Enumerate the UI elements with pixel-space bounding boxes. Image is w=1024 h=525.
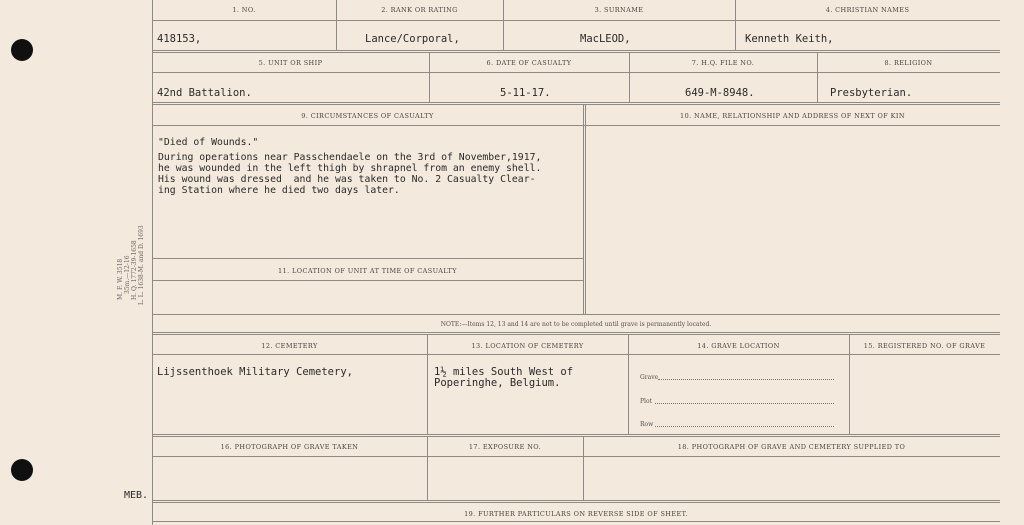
next-of-kin-label: 10. NAME, RELATIONSHIP AND ADDRESS OF NEXT OF KIN: [680, 112, 905, 120]
rule: [152, 52, 1000, 53]
initials: MEB.: [124, 490, 149, 501]
religion-label: 8. RELIGION: [884, 59, 933, 67]
date-label: 6. DATE OF CASUALTY: [486, 59, 572, 67]
no-value: 418153,: [157, 33, 202, 45]
exposure-label: 17. EXPOSURE NO.: [468, 443, 542, 451]
no-label: 1. NO.: [232, 6, 256, 14]
circumstances-line-1: "Died of Wounds.": [158, 137, 259, 148]
row-field-line: [655, 426, 834, 427]
rule: [152, 502, 1000, 503]
rule: [152, 20, 1000, 21]
rule: [152, 314, 1000, 315]
rule: [152, 521, 1000, 522]
rule: [152, 500, 1000, 501]
christian-names-label: 4. CHRISTIAN NAMES: [825, 6, 910, 14]
punch-hole-bottom: [11, 459, 33, 481]
rule: [152, 125, 1000, 126]
registered-no-label: 15. REGISTERED NO. OF GRAVE: [863, 342, 986, 350]
date-value: 5-11-17.: [500, 87, 551, 99]
rule: [152, 456, 1000, 457]
side-print-2: 35m.—12-16: [124, 255, 131, 294]
circumstances-line-5: ing Station where he died two days later.: [158, 185, 400, 196]
surname-label: 3. SURNAME: [594, 6, 644, 14]
rule: [152, 50, 1000, 51]
hq-label: 7. H.Q. FILE NO.: [691, 59, 755, 67]
grave-field-line: [658, 379, 834, 380]
rule: [152, 332, 1000, 333]
circumstances-line-4: His wound was dressed and he was taken to No. 2 Casualty Clear-: [158, 174, 536, 185]
rule: [152, 334, 1000, 335]
circumstances-line-3: he was wounded in the left thigh by shrapnel from an enemy shell.: [158, 163, 542, 174]
circumstances-line-2: During operations near Passchendaele on the 3rd of November,1917,: [158, 152, 542, 163]
rank-label: 2. RANK OR RATING: [381, 6, 458, 14]
grave-field-label: Grave: [640, 374, 659, 381]
rule: [152, 354, 1000, 355]
rule: [152, 72, 1000, 73]
side-print-1: M. F. W. 3518: [117, 258, 124, 300]
note-text: NOTE:—Items 12, 13 and 14 are not to be completed until grave is permanently located.: [440, 321, 712, 328]
punch-hole-top: [11, 39, 33, 61]
rule: [152, 436, 1000, 437]
circumstances-label: 9. CIRCUMSTANCES OF CASUALTY: [301, 112, 434, 120]
rule: [152, 104, 1000, 105]
photo-taken-label: 16. PHOTOGRAPH OF GRAVE TAKEN: [220, 443, 359, 451]
side-print-3: H. Q. 1772-39-1658: [131, 240, 138, 300]
religion-value: Presbyterian.: [830, 87, 913, 99]
row-field-label: Row: [640, 421, 654, 428]
unit-value: 42nd Battalion.: [157, 87, 252, 99]
rule: [152, 280, 583, 281]
photo-supplied-label: 18. PHOTOGRAPH OF GRAVE AND CEMETERY SUPPLIED TO: [677, 443, 906, 451]
rule: [585, 104, 586, 314]
cemetery-value: Lijssenthoek Military Cemetery,: [157, 366, 353, 378]
cemetery-label: 12. CEMETERY: [261, 342, 318, 350]
unit-label: 5. UNIT OR SHIP: [258, 59, 323, 67]
christian-names-value: Kenneth Keith,: [745, 33, 834, 45]
cemetery-location-label: 13. LOCATION OF CEMETERY: [471, 342, 584, 350]
grave-location-label: 14. GRAVE LOCATION: [697, 342, 780, 350]
rule: [152, 102, 1000, 103]
rule: [583, 104, 584, 314]
side-print-4: L. L. 1638-M. and D. 1693: [138, 225, 145, 305]
plot-field-label: Plot: [640, 398, 652, 405]
rule: [152, 434, 1000, 435]
location-unit-label: 11. LOCATION OF UNIT AT TIME OF CASUALTY: [278, 267, 457, 275]
cemetery-location-line-2: Poperinghe, Belgium.: [434, 377, 561, 389]
plot-field-line: [655, 403, 834, 404]
cemetery-location-line-1: 1½ miles South West of: [434, 366, 574, 378]
rank-value: Lance/Corporal,: [365, 33, 460, 45]
further-particulars-label: 19. FURTHER PARTICULARS ON REVERSE SIDE OF SHEET.: [464, 510, 688, 518]
rule: [152, 258, 583, 259]
hq-value: 649-M-8948.: [685, 87, 755, 99]
surname-value: MacLEOD,: [580, 33, 631, 45]
